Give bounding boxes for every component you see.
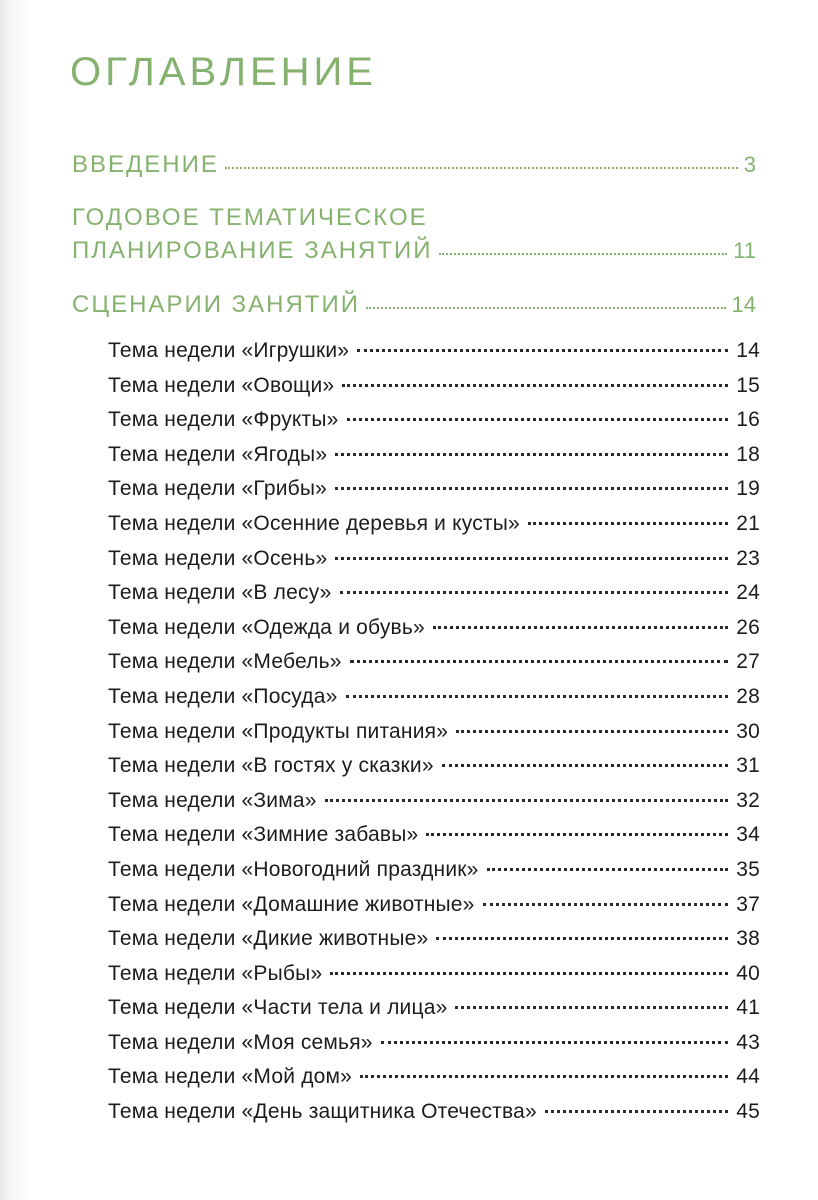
entry-page-number: 43 (736, 1030, 760, 1054)
entry-page-number: 34 (736, 823, 760, 847)
dot-leader (436, 916, 728, 940)
entry-page-number: 44 (736, 1065, 760, 1089)
entry-label: Тема недели «Части тела и лица» (108, 996, 448, 1020)
section-label: ВВЕДЕНИЕ (72, 151, 219, 178)
dot-leader (335, 536, 728, 560)
toc-entry[interactable] (108, 1094, 760, 1129)
dot-leader (456, 709, 728, 733)
toc-section-lesson-scenarios[interactable] (72, 286, 756, 319)
entry-label: Тема недели «Домашние животные» (108, 892, 475, 916)
dot-leader (342, 363, 728, 387)
entry-page-number: 23 (736, 546, 760, 570)
dot-leader (433, 605, 728, 629)
section-label: СЦЕНАРИИ ЗАНЯТИЙ (72, 291, 360, 318)
dot-leader (340, 570, 729, 594)
entry-label: Тема недели «День защитника Отечества» (108, 1100, 537, 1124)
dot-leader (528, 501, 728, 525)
dot-leader (346, 674, 729, 698)
entry-page-number: 26 (736, 615, 760, 639)
dot-leader (360, 1054, 728, 1078)
entry-page-number: 19 (736, 477, 760, 501)
entry-label: Тема недели «Зима» (108, 788, 317, 812)
entry-page-number: 45 (736, 1100, 760, 1124)
entry-page-number: 21 (736, 511, 760, 535)
entry-page-number: 32 (736, 788, 760, 812)
entry-label: Тема недели «Мебель» (108, 650, 342, 674)
entry-label: Тема недели «Мой дом» (108, 1065, 353, 1089)
entry-page-number: 31 (736, 754, 760, 778)
entry-label: Тема недели «Дикие животные» (108, 927, 429, 951)
dot-leader (487, 847, 729, 871)
entry-label: Тема недели «Посуда» (108, 684, 338, 708)
entry-label: Тема недели «Продукты питания» (108, 719, 449, 743)
dot-leader (483, 882, 729, 906)
dot-leader (350, 639, 729, 663)
entry-page-number: 40 (736, 961, 760, 985)
entry-label: Тема недели «В лесу» (108, 581, 332, 605)
section-page-number: 3 (743, 152, 756, 177)
toc-title: ОГЛАВЛЕНИЕ (70, 50, 377, 94)
dot-leader (330, 951, 728, 975)
dot-leader (381, 1020, 729, 1044)
section-page-number: 14 (731, 292, 756, 317)
entry-page-number: 41 (736, 996, 760, 1020)
entry-page-number: 30 (736, 719, 760, 743)
entry-label: Тема недели «Рыбы» (108, 961, 323, 985)
section-label-line1: ГОДОВОЕ ТЕМАТИЧЕСКОЕ (72, 204, 428, 231)
entry-label: Тема недели «Игрушки» (108, 339, 350, 362)
dot-leader (545, 1089, 728, 1113)
entry-label: Тема недели «Зимние забавы» (108, 823, 419, 847)
dot-leader (225, 143, 738, 169)
entry-page-number: 14 (736, 339, 760, 362)
entry-label: Тема недели «Грибы» (108, 477, 328, 501)
entry-label: Тема недели «В гостях у сказки» (108, 754, 434, 778)
entry-label: Тема недели «Овощи» (108, 373, 335, 397)
entry-page-number: 28 (736, 684, 760, 708)
toc-section-introduction[interactable] (72, 146, 756, 179)
entry-label: Тема недели «Моя семья» (108, 1030, 373, 1054)
dot-leader (366, 283, 726, 309)
dot-leader (335, 466, 728, 490)
section-label-line2: ПЛАНИРОВАНИЕ ЗАНЯТИЙ (72, 237, 433, 264)
dot-leader (426, 812, 728, 836)
entry-page-number: 27 (736, 650, 760, 674)
entry-label: Тема недели «Осень» (108, 546, 328, 570)
entry-label: Тема недели «Фрукты» (108, 408, 339, 432)
dot-leader (442, 743, 729, 767)
entry-page-number: 35 (736, 857, 760, 881)
entry-page-number: 38 (736, 927, 760, 951)
dot-leader (357, 328, 728, 352)
dot-leader (455, 985, 728, 1009)
entry-page-number: 18 (736, 442, 760, 466)
entry-label: Тема недели «Одежда и обувь» (108, 615, 425, 639)
entry-page-number: 16 (736, 408, 760, 432)
dot-leader (335, 432, 728, 456)
section-page-number: 11 (733, 238, 756, 263)
dot-leader (439, 229, 728, 255)
entry-label: Тема недели «Ягоды» (108, 442, 328, 466)
toc-entry-list (108, 333, 760, 1129)
entry-label: Тема недели «Новогодний праздник» (108, 857, 479, 881)
entry-page-number: 15 (736, 373, 760, 397)
entry-page-number: 24 (736, 581, 760, 605)
dot-leader (347, 397, 729, 421)
entry-page-number: 37 (736, 892, 760, 916)
dot-leader (325, 778, 729, 802)
entry-label: Тема недели «Осенние деревья и кусты» (108, 511, 520, 535)
toc-section-annual-planning[interactable] (72, 203, 756, 265)
